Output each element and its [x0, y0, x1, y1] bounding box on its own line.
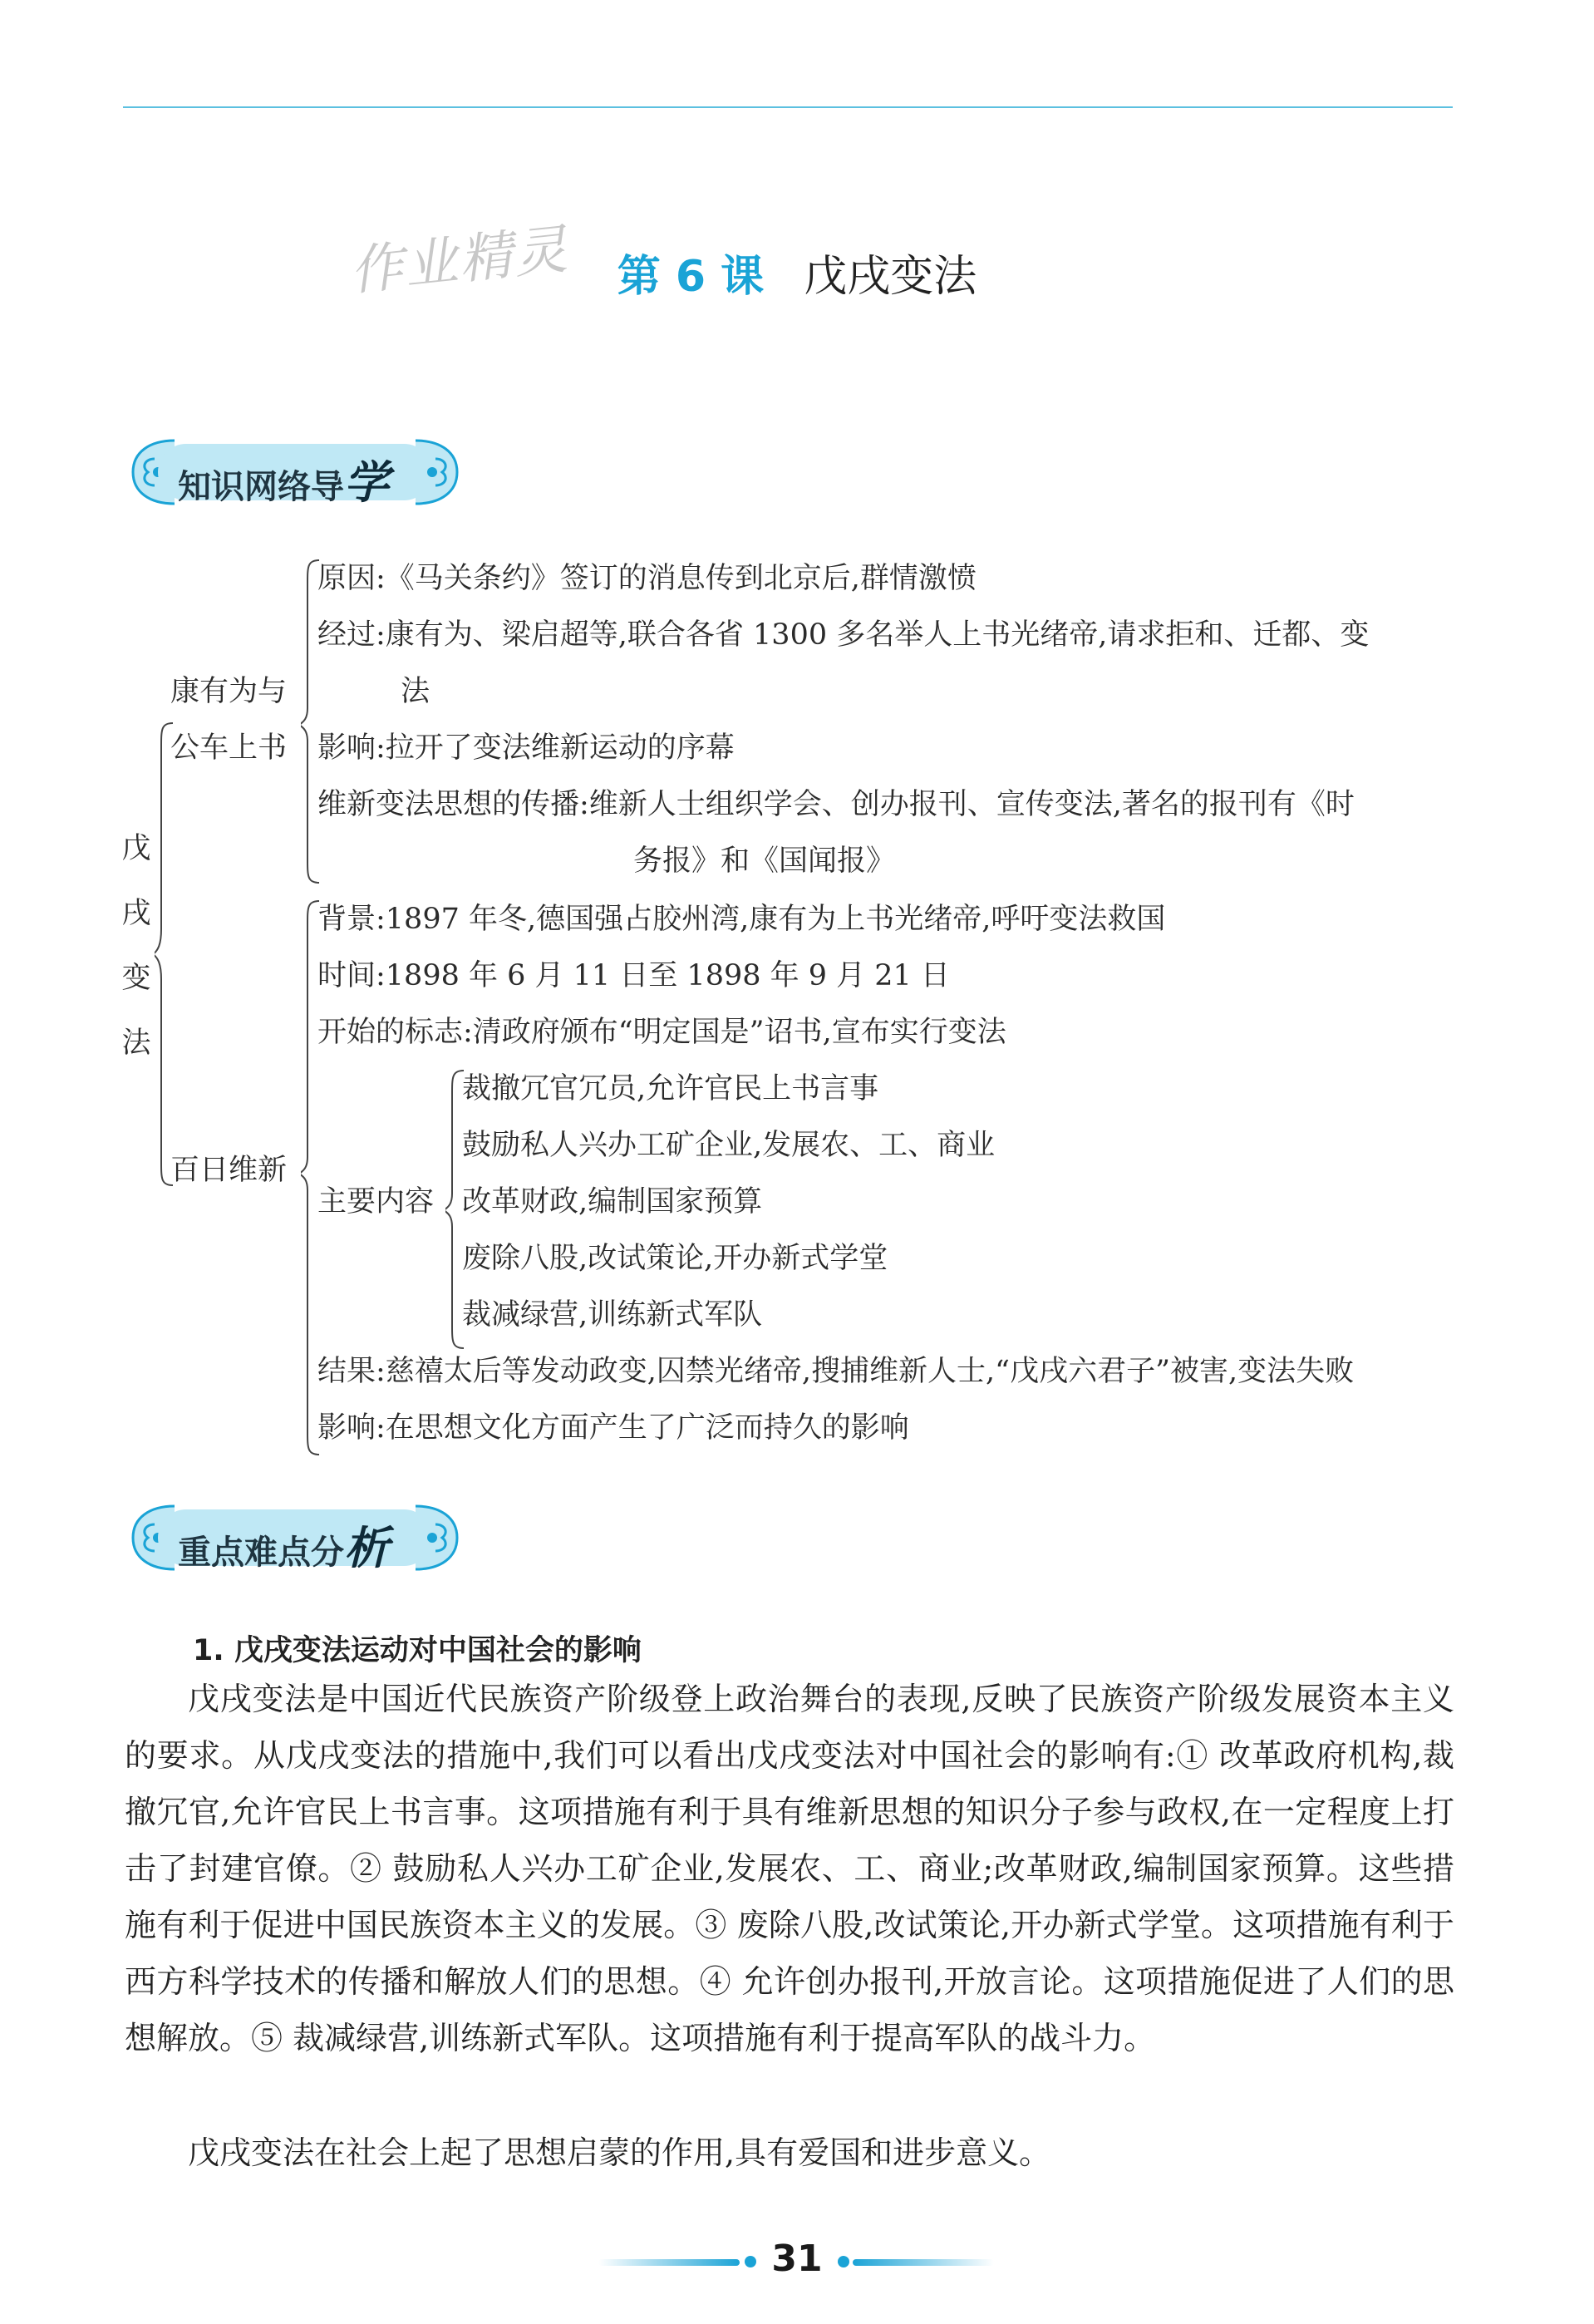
- section-title-big: 析: [344, 1522, 389, 1574]
- branch2-item: 开始的标志:清政府颁布“明定国是”诏书,宣布实行变法: [317, 1016, 1006, 1049]
- lesson-number: 第 6 课: [617, 252, 765, 302]
- analysis-heading: 1. 戊戌变法运动对中国社会的影响: [193, 1634, 642, 1667]
- content-item: 裁撤冗官冗员,允许官民上书言事: [462, 1072, 879, 1105]
- page-footer: [0, 2234, 1594, 2284]
- branch1-item: 经过:康有为、梁启超等,联合各省 1300 多名举人上书光绪帝,请求拒和、迁都、变: [317, 618, 1370, 652]
- branch1-label-line2: 公车上书: [170, 731, 288, 765]
- section-title-big: 学: [344, 456, 389, 509]
- cloud-ornament-right-icon: [406, 1499, 465, 1576]
- analysis-paragraph: 戊戌变法是中国近代民族资产阶级登上政治舞台的表现,反映了民族资产阶级发展资本主义的要求。从戊戌变法的措施中,我们可以看出戊戌变法对中国社会的影响有:① 改革政府机构,裁撤冗官,允许官民上书言事。这项措施有利于具有维新思想的知识分子参与政权,在一定程度上打击了封建官僚。② 鼓励私人兴办工矿企业,发展农、工、商业;改革财政,编制国家预算。这些措施有利于促进中国民族资本主义的发展。③ 废除八股,改试策论,开办新式学堂。这项措施有利于西方科学技术的传播和解放人们的思想。④ 允许创办报刊,开放言论。这项措施促进了人们的思想解放。⑤ 裁减绿营,训练新式军队。这项措施有利于提高军队的战斗力。: [125, 1681, 1454, 2056]
- branch2-item: 结果:慈禧太后等发动政变,囚禁光绪帝,搜捕维新人士,“戊戌六君子”被害,变法失败: [317, 1355, 1355, 1388]
- branch2-label: 百日维新: [170, 1154, 288, 1187]
- footer-dot: [745, 2256, 756, 2267]
- lesson-name: 戊戌变法: [804, 252, 977, 302]
- root-brace: [155, 721, 175, 1187]
- content-item: 改革财政,编制国家预算: [462, 1185, 763, 1219]
- section-title: 知识网络导: [178, 468, 344, 506]
- branch1-item: 原因:《马关条约》签订的消息传到北京后,群情激愤: [317, 562, 977, 595]
- branch1-label-line1: 康有为与: [170, 675, 288, 708]
- content-item: 鼓励私人兴办工矿企业,发展农、工、商业: [462, 1129, 996, 1162]
- branch1-item: 影响:拉开了变法维新运动的序幕: [317, 731, 735, 765]
- footer-dot: [838, 2256, 849, 2267]
- content-item: 裁减绿营,训练新式军队: [462, 1298, 763, 1332]
- section-title: 重点难点分: [178, 1534, 344, 1572]
- tree-root: 戊 戌 变 法: [121, 832, 151, 1060]
- branch1-item: 法: [401, 675, 430, 708]
- branch2-item: 背景:1897 年冬,德国强占胶州湾,康有为上书光绪帝,呼吁变法救国: [317, 903, 1166, 936]
- branch1-brace: [301, 559, 321, 884]
- branch2-item: 影响:在思想文化方面产生了广泛而持久的影响: [317, 1411, 909, 1445]
- lesson-title: [0, 241, 1594, 303]
- branch2-item: 时间:1898 年 6 月 11 日至 1898 年 9 月 21 日: [317, 959, 950, 992]
- content-item: 废除八股,改试策论,开办新式学堂: [462, 1242, 888, 1275]
- footer-line-left: [598, 2259, 740, 2266]
- watermark-logo: 作业精灵: [347, 219, 572, 303]
- top-rule: [123, 106, 1453, 108]
- branch1-item: 维新变法思想的传播:维新人士组织学会、创办报刊、宣传变法,著名的报刊有《时: [317, 788, 1355, 821]
- footer-line-right: [853, 2259, 994, 2266]
- analysis-paragraph: 戊戌变法在社会上起了思想启蒙的作用,具有爱国和进步意义。: [188, 2134, 1051, 2171]
- cloud-ornament-right-icon: [406, 434, 465, 510]
- content-label: 主要内容: [317, 1185, 435, 1219]
- page-number: 31: [771, 2238, 823, 2280]
- section-banner-knowledge: [125, 434, 465, 510]
- branch1-item: 务报》和《国闻报》: [633, 844, 896, 878]
